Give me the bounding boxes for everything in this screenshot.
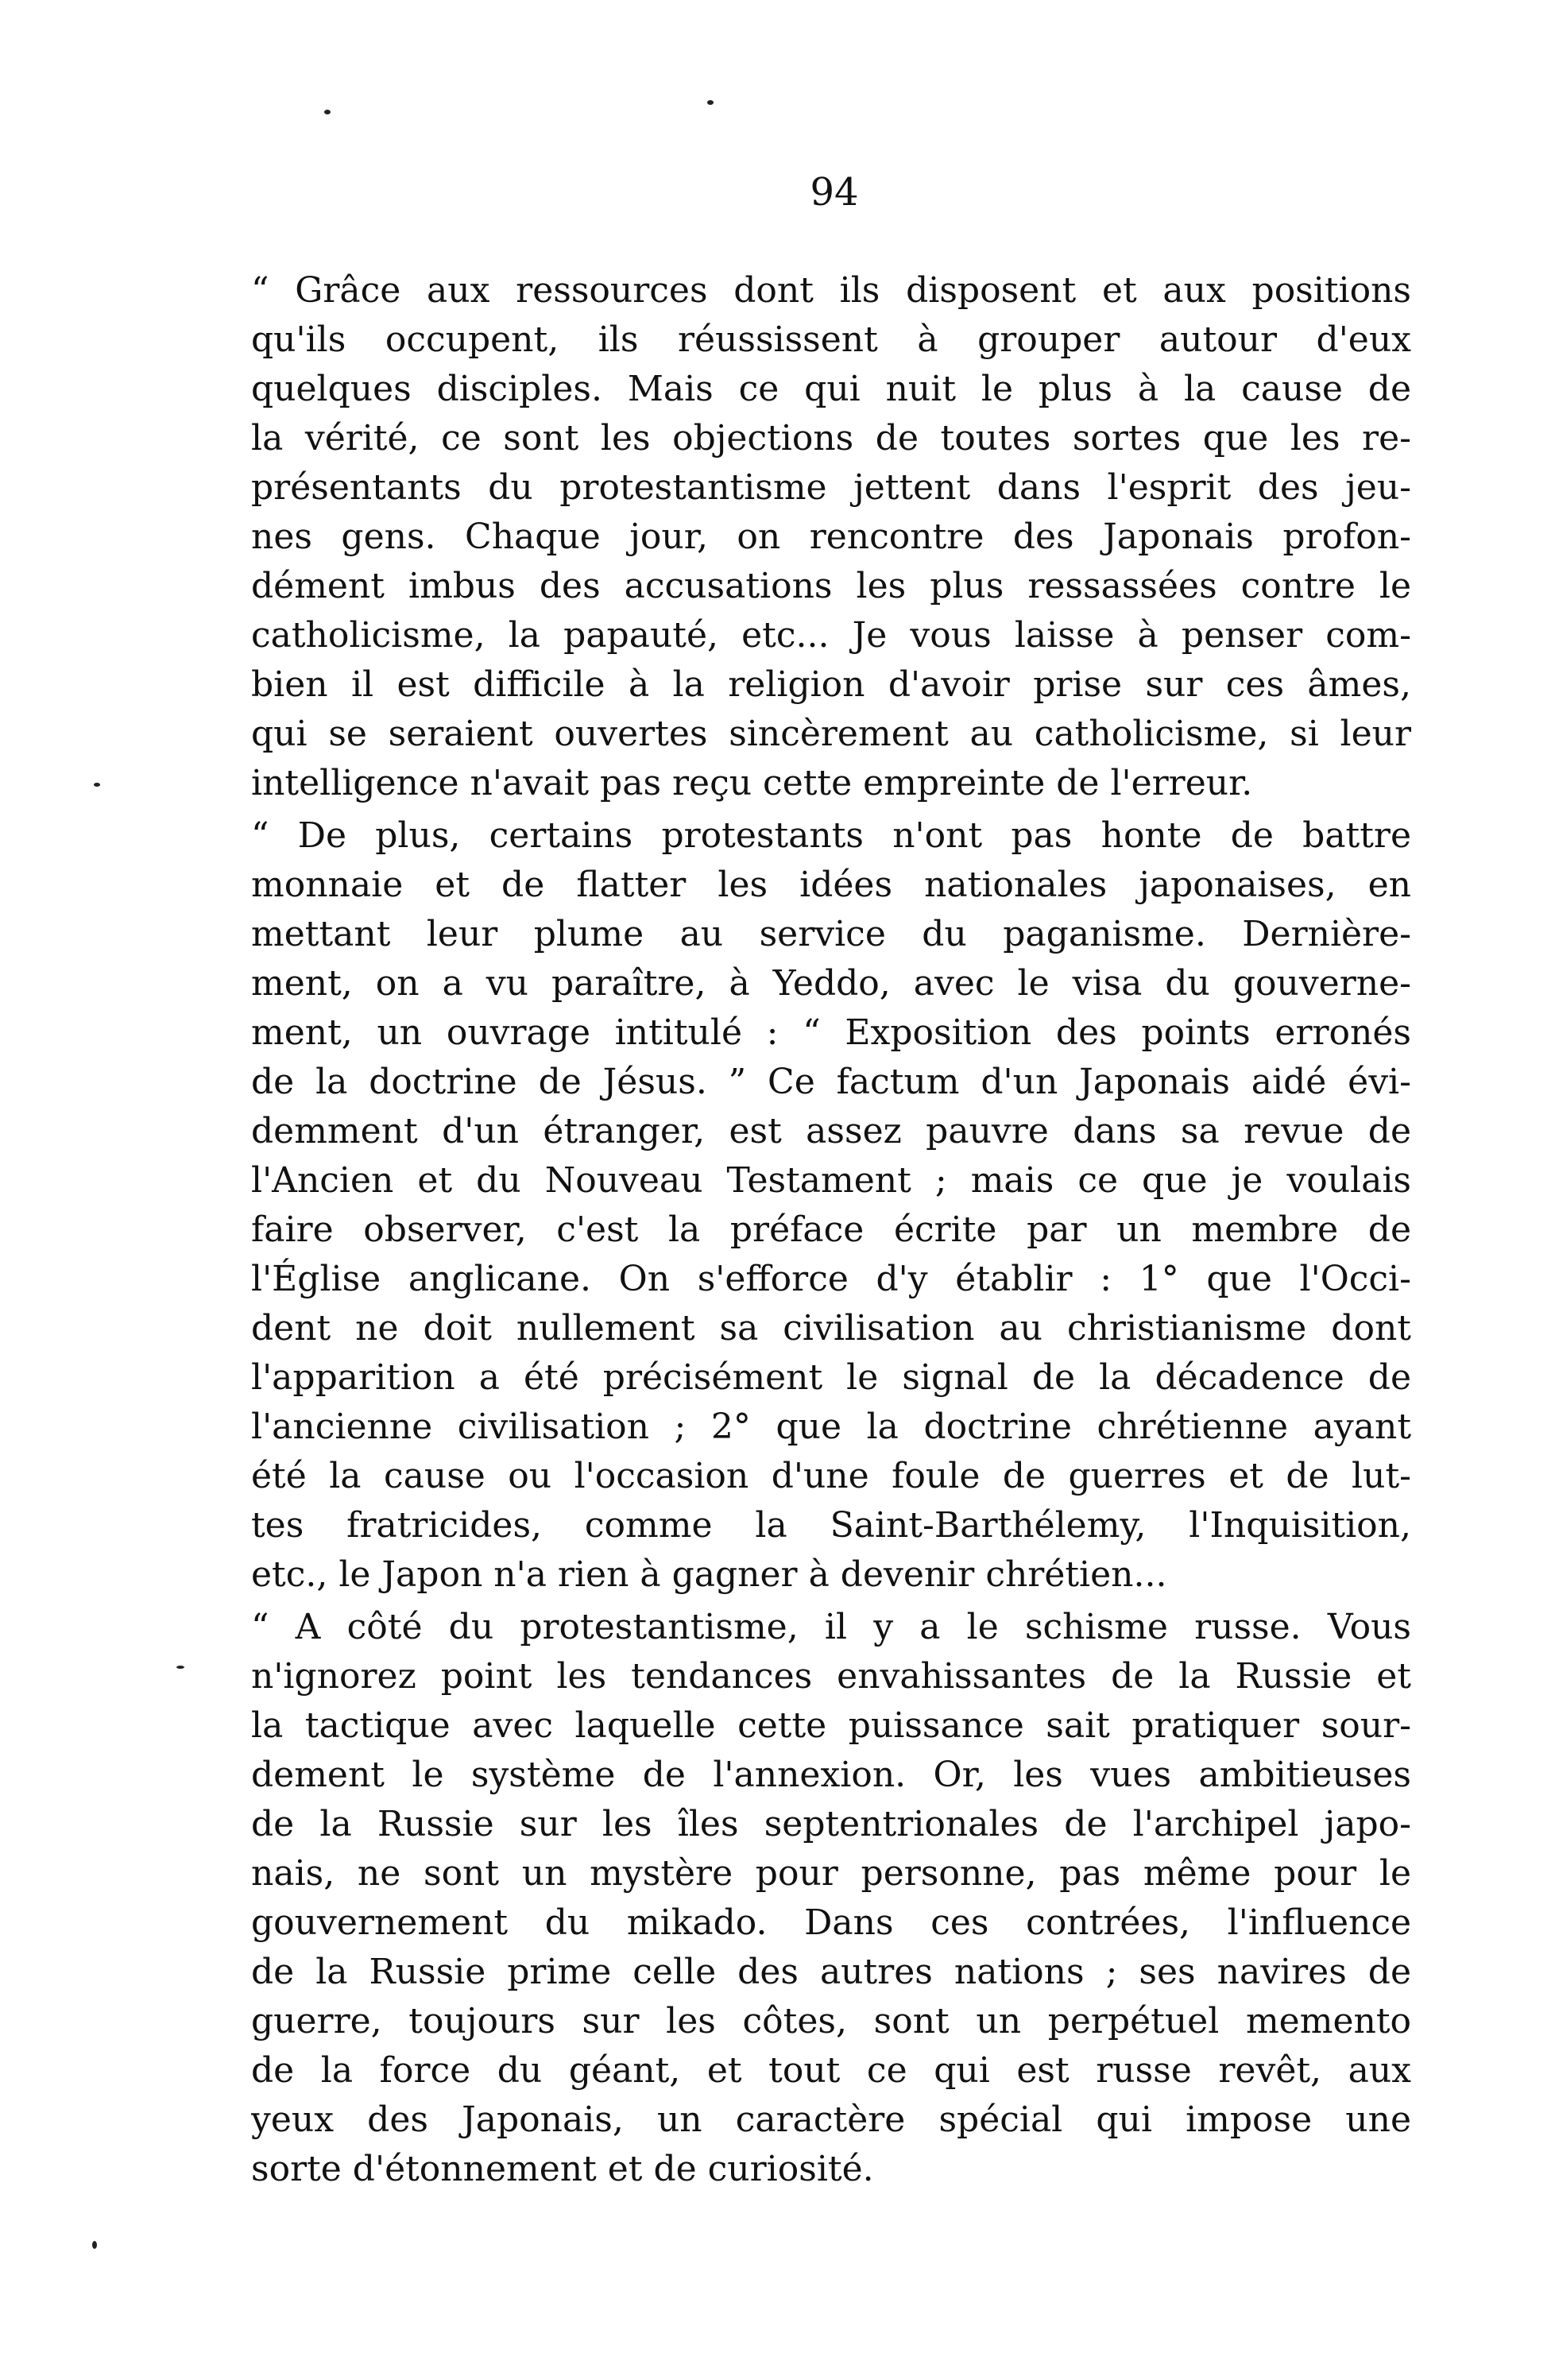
- text-line: été la cause ou l'occasion d'une foule de guerres et de lut-: [251, 1456, 1411, 1496]
- text-line: quelques disciples. Mais ce qui nuit le plus à la cause de: [251, 369, 1411, 409]
- text-line: gouvernement du mikado. Dans ces contrées, l'influence: [251, 1902, 1411, 1943]
- text-line: catholicisme, la papauté, etc... Je vous laisse à penser com-: [251, 615, 1411, 656]
- scan-speck: [707, 100, 714, 105]
- text-line: la tactique avec laquelle cette puissance sait pratiquer sour-: [251, 1705, 1411, 1746]
- text-line: faire observer, c'est la préface écrite par un membre de: [251, 1209, 1411, 1250]
- text-line: ment, on a vu paraître, à Yeddo, avec le visa du gouverne-: [251, 963, 1411, 1004]
- page-number: 94: [810, 170, 859, 215]
- text-line: ment, un ouvrage intitulé : “ Exposition des points erronés: [251, 1012, 1411, 1053]
- text-line: qui se seraient ouvertes sincèrement au catholicisme, si leur: [251, 714, 1411, 754]
- scan-speck: [94, 783, 100, 787]
- text-line: l'Ancien et du Nouveau Testament ; mais ce que je voulais: [251, 1160, 1411, 1201]
- text-line: de la Russie prime celle des autres nations ; ses navires de: [251, 1952, 1411, 1992]
- scan-speck: [176, 1666, 184, 1669]
- text-line: dement le système de l'annexion. Or, les vues ambitieuses: [251, 1755, 1411, 1795]
- text-line: guerre, toujours sur les côtes, sont un perpétuel memento: [251, 2001, 1411, 2041]
- text-line: l'ancienne civilisation ; 2° que la doctrine chrétienne ayant: [251, 1407, 1411, 1447]
- text-line: la vérité, ce sont les objections de toutes sortes que les re-: [251, 418, 1411, 459]
- text-line: bien il est difficile à la religion d'avoir prise sur ces âmes,: [251, 664, 1411, 705]
- paragraph-2: [251, 811, 1411, 1600]
- text-line: sorte d'étonnement et de curiosité.: [251, 2149, 874, 2189]
- text-line: monnaie et de flatter les idées nationales japonaises, en: [251, 865, 1411, 905]
- text-line: nes gens. Chaque jour, on rencontre des Japonais profon-: [251, 517, 1411, 557]
- text-line: mettant leur plume au service du paganisme. Dernière-: [251, 914, 1411, 954]
- paragraph-1: [251, 266, 1411, 808]
- text-line: “ De plus, certains protestants n'ont pas honte de battre: [251, 815, 1411, 856]
- text-line: l'Église anglicane. On s'efforce d'y établir : 1° que l'Occi-: [251, 1259, 1411, 1299]
- scan-speck: [92, 2241, 97, 2249]
- text-line: demment d'un étranger, est assez pauvre dans sa revue de: [251, 1111, 1411, 1151]
- text-line: de la doctrine de Jésus. ” Ce factum d'un Japonais aidé évi-: [251, 1062, 1411, 1102]
- scan-speck: [324, 110, 331, 114]
- text-line: “ A côté du protestantisme, il y a le schisme russe. Vous: [251, 1607, 1411, 1647]
- text-line: “ Grâce aux ressources dont ils disposent et aux positions: [251, 270, 1411, 311]
- paragraph-3: [251, 1603, 1411, 2194]
- text-line: l'apparition a été précisément le signal de la décadence de: [251, 1357, 1411, 1398]
- text-line: qu'ils occupent, ils réussissent à grouper autour d'eux: [251, 319, 1411, 360]
- text-line: yeux des Japonais, un caractère spécial qui impose une: [251, 2099, 1411, 2140]
- text-line: de la force du géant, et tout ce qui est russe revêt, aux: [251, 2050, 1411, 2091]
- text-line: dément imbus des accusations les plus ressassées contre le: [251, 566, 1411, 606]
- text-line: présentants du protestantisme jettent dans l'esprit des jeu-: [251, 467, 1411, 508]
- text-line: de la Russie sur les îles septentrionales de l'archipel japo-: [251, 1804, 1411, 1844]
- text-line: intelligence n'avait pas reçu cette empreinte de l'erreur.: [251, 763, 1253, 803]
- body-text: [251, 266, 1411, 2194]
- text-line: tes fratricides, comme la Saint-Barthélemy, l'Inquisition,: [251, 1505, 1411, 1546]
- text-line: dent ne doit nullement sa civilisation au christianisme dont: [251, 1308, 1411, 1349]
- text-line: n'ignorez point les tendances envahissantes de la Russie et: [251, 1656, 1411, 1697]
- text-line: nais, ne sont un mystère pour personne, pas même pour le: [251, 1853, 1411, 1894]
- text-line: etc., le Japon n'a rien à gagner à devenir chrétien...: [251, 1554, 1167, 1595]
